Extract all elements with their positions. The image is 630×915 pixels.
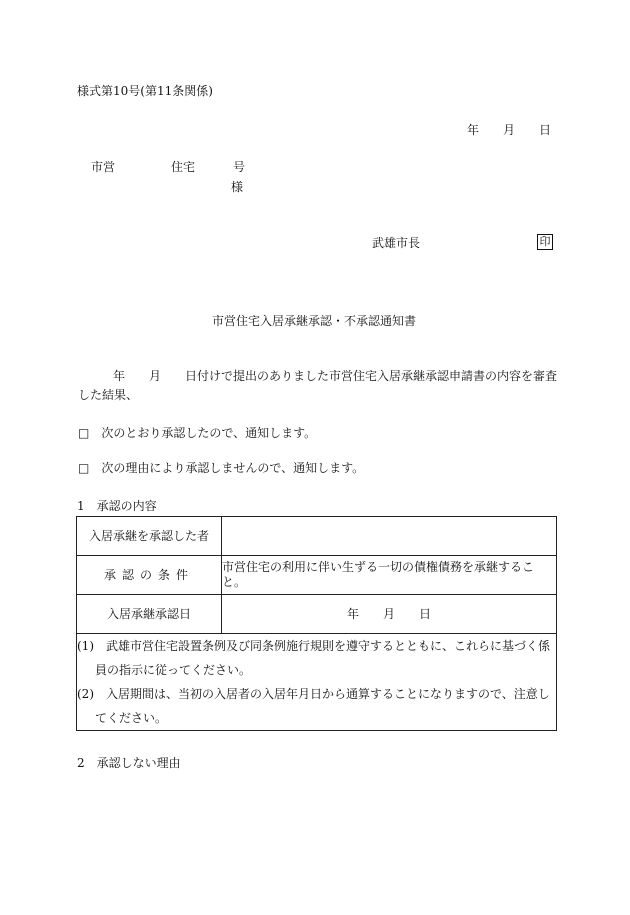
issuer-name: 武雄市長 xyxy=(372,236,421,250)
table-row xyxy=(77,517,557,556)
option-rejected-label: 次の理由により承認しませんので、通知します。 xyxy=(101,461,365,475)
approval-table xyxy=(76,516,557,731)
section1-heading: 1 承認の内容 xyxy=(77,499,157,513)
addressee-housing: 住宅 xyxy=(171,160,196,174)
approval-condition-line2: と。 xyxy=(222,575,247,589)
addressee-number: 号 xyxy=(233,160,246,174)
note1-line2: 員の指示に従ってください。 xyxy=(95,663,252,677)
approval-date-value: 年 月 日 xyxy=(222,595,557,634)
note1-line1: (1) 武雄市営住宅設置条例及び同条例施行規則を遵守するとともに、これらに基づく係 xyxy=(77,639,551,653)
body-text-line1: 年 月 日付けで提出のありました市営住宅入居承継承認申請書の内容を審査 xyxy=(113,369,558,383)
table-row xyxy=(77,634,557,731)
addressee-prefix: 市営 xyxy=(91,160,116,174)
addressee-honorific: 様 xyxy=(231,180,244,194)
option-rejected xyxy=(78,461,364,475)
seal-stamp: 印 xyxy=(537,234,553,250)
document-title: 市営住宅入居承継承認・不承認通知書 xyxy=(212,314,417,328)
body-text-line2: した結果、 xyxy=(78,388,139,402)
form-number: 様式第10号(第11条関係) xyxy=(77,84,213,98)
note2-line1: (2) 入居期間は、当初の入居者の入居年月日から通算することになりますので、注意し xyxy=(77,687,550,701)
approval-condition-value xyxy=(222,556,557,595)
checkbox-approved[interactable]: □ xyxy=(78,426,90,440)
approval-condition-label: 承認の条件 xyxy=(77,556,222,595)
notes-cell xyxy=(77,634,557,731)
approved-successor-label: 入居承継を承認した者 xyxy=(77,517,222,556)
option-approved-label: 次のとおり承認したので、通知します。 xyxy=(101,426,317,440)
section2-heading: 2 承認しない理由 xyxy=(77,756,181,770)
date-line: 年 月 日 xyxy=(467,123,552,137)
approval-date-label: 入居承継承認日 xyxy=(77,595,222,634)
table-row xyxy=(77,595,557,634)
option-approved xyxy=(78,426,316,440)
table-row xyxy=(77,556,557,595)
checkbox-rejected[interactable]: □ xyxy=(78,461,90,475)
approval-condition-line1: 市営住宅の利用に伴い生ずる一切の債権債務を承継するこ xyxy=(222,560,535,574)
note2-line2: てください。 xyxy=(95,711,168,725)
approved-successor-value xyxy=(222,517,557,556)
